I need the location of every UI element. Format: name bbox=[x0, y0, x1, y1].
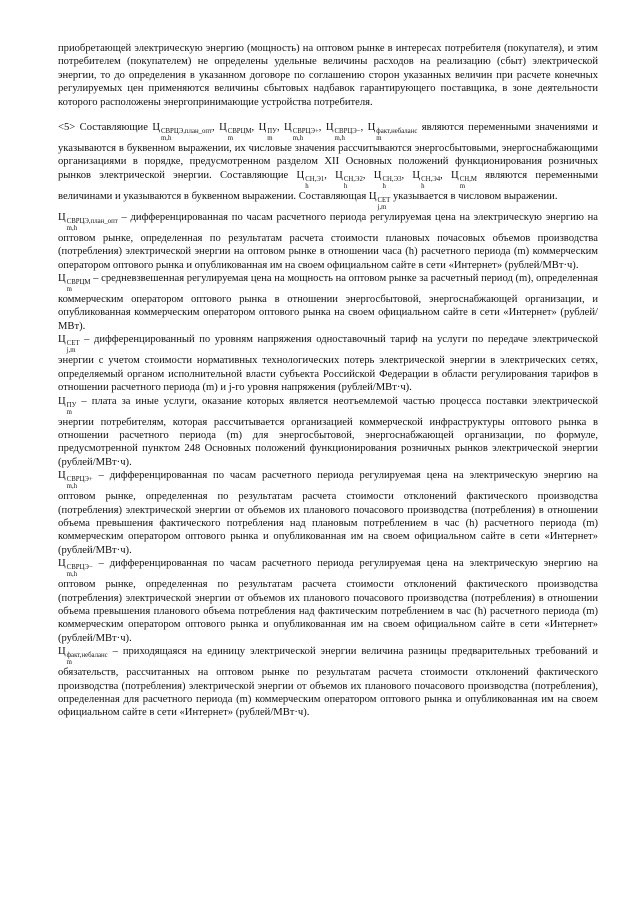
symbol-sn-e2: Ц СН,Э2 h bbox=[335, 169, 363, 190]
symbol-svrcz-minus: Ц СВРЦЭ− m,h bbox=[325, 122, 361, 143]
symbol-pu: Ц ПУ m bbox=[258, 122, 277, 143]
definition-minus: Ц СВРЦЭ− m,h – дифференцированная по часам расчетного периода регулируемая цена на электрическую энергию на оптовом рынке, определенная по результатам расчета стоимости отклонений фактического производства (потребления) электрической энергии от объемов их планового почасового производства (потребления) в отношении объема превышения планового объема потребления над фактическим потреблением в час (h) расчетного периода (m) коммерческим оператором оптового рынка и опубликованная им на своем официальном сайте в сети «Интернет» (рублей/МВт·ч). bbox=[58, 558, 598, 644]
definition-svrcm: Ц СВРЦМ m – средневзвешенная регулируемая цена на мощность на оптовом рынке за расчетный период (m), определенная коммерческим оператором оптового рынка в отношении энергосбытовой, энергоснабжающей организации, и опубликованная коммерческим оператором оптового рынка на своем официальном сайте в сети «Интернет» (рублей/МВт). bbox=[58, 273, 598, 332]
definition-plan: Ц СВРЦЭ,план_опт m,h – дифференцированная по часам расчетного периода регулируемая цена на электрическую энергию на оптовом рынке, определенная по результатам расчета стоимости плановых почасовых объемов производства (потребления) электрической энергии на оптовом рынке в отношении часа (h) расчетного периода (m) коммерческим оператором оптового рынка и опубликованная им на своем официальном сайте в сети «Интернет» (рублей/МВт·ч). bbox=[58, 211, 598, 271]
symbol-sn-e3: Ц СН,Э3 h bbox=[373, 169, 402, 190]
symbol-sn-e1: Ц СН,Э1 h bbox=[296, 169, 325, 190]
symbol-svrcz-plan: Ц СВРЦЭ,план_опт m,h bbox=[58, 211, 118, 232]
symbol-set: Ц СЕТ j,m bbox=[58, 334, 80, 355]
footnote-5-text-3: указывается в числовом выражении. bbox=[393, 190, 558, 202]
symbol-fakt: Ц факт,небаланс m bbox=[367, 122, 418, 143]
symbol-svrcz-minus: Ц СВРЦЭ− m,h bbox=[58, 558, 93, 579]
symbol-sn-e4: Ц СН,Э4 h bbox=[412, 169, 441, 190]
footnote-5-paragraph: <5> Составляющие Ц СВРЦЭ,план_опт m,h , Ц СВРЦМ m , Ц ПУ m , Ц СВРЦЭ+ m,h , Ц СВРЦЭ− m,h , Ц факт,небаланс m являются переменными значениями и указываются в буквенном выражении, их числовые значения рассчитываются энергосбытовыми, энергоснабжающими организациями в порядке, предусмотренном разделом XII Основных положений функционирования розничных рынков электрической энергии. Составляющие Ц СН,Э1 h , Ц СН,Э2 h , Ц СН,Э3 h , Ц СН,Э4 h , Ц СН,М m являются переменными величинами и указываются в буквенном выражении. Составляющая Ц СЕТ j,m указывается в числовом выражении. bbox=[58, 122, 599, 211]
definition-set: Ц СЕТ j,m – дифференцированный по уровням напряжения одноставочный тариф на услуги по передаче электрической энергии с учетом стоимости нормативных технологических потерь электрической энергии в электрических сетях, определяемый органом исполнительной власти субъекта Российской Федерации в области регулирования тарифов в отношении расчетного периода (m) и j-го уровня напряжения (рублей/МВт·ч). bbox=[58, 334, 598, 394]
symbol-svrcz-plus: Ц СВРЦЭ+ m,h bbox=[58, 470, 93, 491]
symbol-svrcm: Ц СВРЦМ m bbox=[58, 273, 91, 294]
symbol-svrcz-plan: Ц СВРЦЭ,план_опт m,h bbox=[152, 122, 212, 143]
intro-paragraph: приобретающей электрическую энергию (мощность) на оптовом рынке в интересах потребителя (покупателя), и этим потребителем (покупателем) не определены удельные величины расходов на реализацию (сбыт) электрической энергии, то до определения в указанном договоре по соглашению сторон указанных величин при расчете конечных регулируемых цен применяются величины сбытовых надбавок гарантирующего поставщика, в зоне деятельности которого расположены энергопринимающие устройства потребителя. bbox=[58, 43, 598, 108]
definition-pu: Ц ПУ m – плата за иные услуги, оказание которых является неотъемлемой частью процесса поставки электрической энергии потребителям, которая рассчитывается организацией коммерческой инфраструктуры оптового рынка в отношении расчетного периода (m) для энергосбытовой, энергоснабжающей организации, по формуле, предусмотренной пунктом 248 Основных положений функционирования розничных рынков электрической энергии (рублей/МВт·ч). bbox=[58, 395, 598, 468]
symbol-set: Ц СЕТ j,m bbox=[368, 190, 391, 211]
footnote-5-lead: <5> Составляющие bbox=[58, 122, 148, 134]
symbol-svrcm: Ц СВРЦМ m bbox=[219, 122, 252, 143]
paragraph-gap bbox=[58, 109, 598, 121]
document-page bbox=[58, 42, 598, 720]
definition-fakt: Ц факт,небаланс m – приходящаяся на единицу электрической энергии величина разницы предварительных требований и обязательств, рассчитанных на оптовом рынке по результатам расчета стоимости отклонений фактического производства (потребления) электрической энергии от объемов их планового почасового производства (потребления), определенная для расчетного периода (m) коммерческим оператором оптового рынка и опубликованная им на своем официальном сайте в сети «Интернет» (рублей/МВт·ч). bbox=[58, 646, 598, 719]
symbol-fakt: Ц факт,небаланс m bbox=[58, 646, 108, 667]
symbol-sn-m: Ц СН,М m bbox=[451, 169, 477, 190]
footnote-5-text-2: являются переменными величинами и указываются в буквенном выражении. Составляющая bbox=[58, 169, 599, 202]
symbol-pu: Ц ПУ m bbox=[58, 395, 77, 416]
definition-plus: Ц СВРЦЭ+ m,h – дифференцированная по часам расчетного периода регулируемая цена на электрическую энергию на оптовом рынке, определенная по результатам расчета стоимости отклонений фактического производства (потребления) электрической энергии от объемов их планового почасового производства (потребления) в отношении объема превышения фактического потребления над плановым потреблением в час (h) расчетного периода (m) коммерческим оператором оптового рынка и опубликованная им на своем официальном сайте в сети «Интернет» (рублей/МВт·ч). bbox=[58, 470, 598, 556]
symbol-svrcz-plus: Ц СВРЦЭ+ m,h bbox=[284, 122, 319, 143]
footnote-5-text-1: являются переменными значениями и указываются в буквенном выражении, их числовые значения рассчитываются энергосбытовыми, энергоснабжающими организациями в порядке, предусмотренном разделом XII Основных положений функционирования розничных рынков электрической энергии. Составляющие bbox=[58, 122, 598, 181]
